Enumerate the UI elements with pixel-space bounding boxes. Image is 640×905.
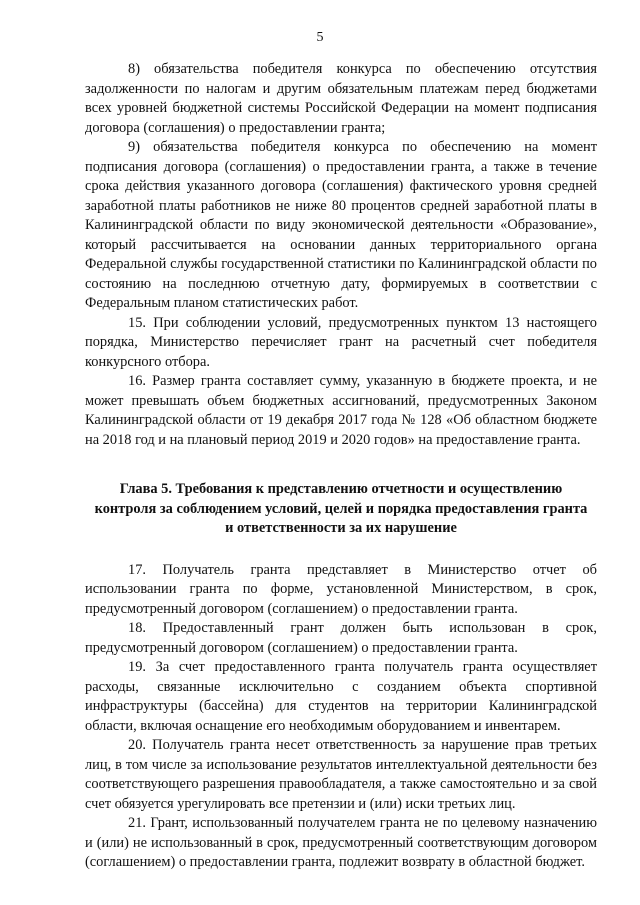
paragraph-20: 20. Получатель гранта несет ответственность за нарушение прав третьих лиц, в том числе за использование результатов интеллектуальной деятельности без соответствующего разрешения правообладателя, а также самостоятельно и за свой счет обязуется урегулировать все претензии и (или) иски третьих лиц. (85, 737, 597, 812)
page-number: 5 (316, 30, 324, 45)
paragraph-16: 16. Размер гранта составляет сумму, указанную в бюджете проекта, и не может превышать объем бюджетных ассигнований, предусмотренных Законом Калининградской области от 19 декабря 2017 года № 128 «Об областном бюджете на 2018 год и на плановый период 2019 и 2020 годов» на предоставление гранта. (85, 373, 597, 448)
paragraph-15: 15. При соблюдении условий, предусмотренных пунктом 13 настоящего порядка, Министерство перечисляет грант на расчетный счет победителя конкурсного отбора. (85, 314, 597, 370)
chapter-5-heading: Глава 5. Требования к представлению отчетности и осуществлению контроля за соблюдением условий, целей и порядка предоставления гранта и ответственности за их нарушение (94, 481, 588, 536)
paragraph-9: 9) обязательства победителя конкурса по обеспечению на момент подписания договора (соглашения) о предоставлении гранта, а также в течение срока действия указанного договора (соглашения) фактического уровня средней заработной платы работников не ниже 80 процентов средней заработной платы в Калининградской области по виду экономической деятельности «Образование», который рассчитывается на основании данных территориального органа Федеральной службы государственной статистики по Калининградской области по состоянию на последнюю отчетную дату, формируемых в соответствии с Федеральным планом статистических работ. (85, 139, 597, 311)
paragraph-21: 21. Грант, использованный получателем гранта не по целевому назначению и (или) не использованный в срок, предусмотренный соответствующим договором (соглашением) о предоставлении гранта, подлежит возврату в областной бюджет. (85, 815, 597, 870)
document-body (85, 60, 597, 873)
paragraph-19: 19. За счет предоставленного гранта получатель гранта осуществляет расходы, связанные исключительно с созданием объекта спортивной инфраструктуры (бассейна) для студентов на территории Калининградской области, включая оснащение его необходимым оборудованием и инвентарем. (85, 659, 597, 734)
paragraph-18: 18. Предоставленный грант должен быть использован в срок, предусмотренный договором (соглашением) о предоставлении гранта. (85, 620, 597, 656)
paragraph-17: 17. Получатель гранта представляет в Министерство отчет об использовании гранта по форме, установленной Министерством, в срок, предусмотренный договором (соглашением) о предоставлении гранта. (85, 561, 597, 617)
paragraph-8: 8) обязательства победителя конкурса по обеспечению отсутствия задолженности по налогам и другим обязательным платежам перед бюджетами всех уровней бюджетной системы Российской Федерации на момент подписания договора (соглашения) о предоставлении гранта; (85, 61, 597, 136)
